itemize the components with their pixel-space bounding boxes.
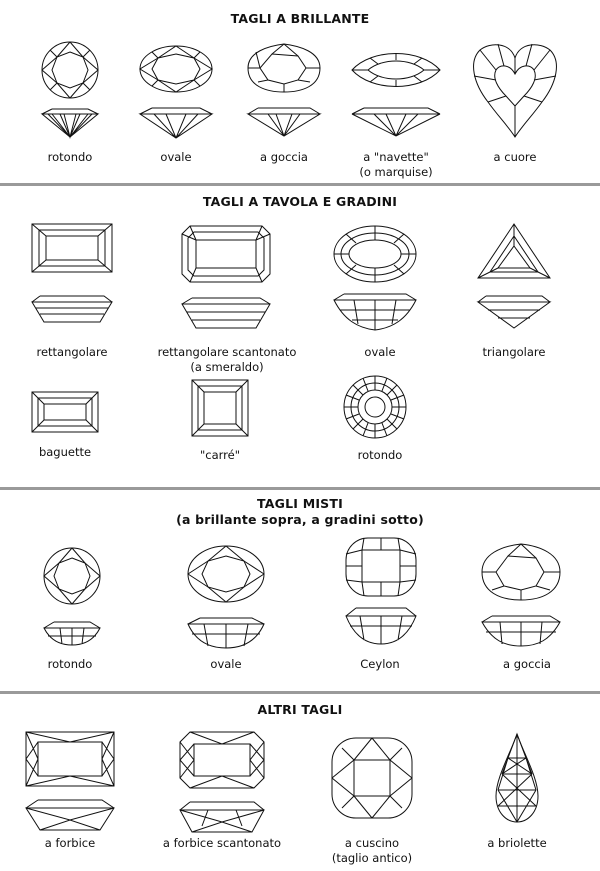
label-taglio-antico: (taglio antico) [331, 851, 413, 865]
label-briolette: a briolette [487, 836, 547, 850]
heart-brilliant-gem [470, 40, 560, 140]
label-marquise: (o marquise) [359, 165, 433, 179]
round-brilliant-gem [38, 40, 102, 140]
label-goccia-brillante: a goccia [260, 150, 308, 164]
round-step-gem [342, 374, 408, 440]
carre-gem [190, 378, 250, 438]
oval-brilliant-gem [138, 44, 214, 140]
triangular-step-gem [476, 222, 552, 334]
label-goccia-misto: a goccia [503, 657, 551, 671]
briolette-gem [494, 732, 540, 824]
marquise-brilliant-gem [350, 44, 442, 138]
emerald-step-gem [180, 224, 272, 334]
label-forbice: a forbice [44, 836, 96, 850]
pear-mixed-gem [480, 542, 562, 650]
baguette-gem [30, 390, 100, 436]
cushion-cut-gem [330, 736, 414, 822]
label-baguette: baguette [38, 445, 92, 459]
section-divider [0, 487, 600, 490]
section-divider [0, 183, 600, 186]
label-rotondo: rotondo [47, 150, 93, 164]
label-ovale-gradini: ovale [364, 345, 396, 359]
label-rotondo-gradini: rotondo [357, 448, 403, 462]
label-rotondo-misto: rotondo [47, 657, 93, 671]
section-title-tavola: TAGLI A TAVOLA E GRADINI [202, 194, 398, 209]
label-smeraldo: (a smeraldo) [190, 360, 264, 374]
section-title-misti: TAGLI MISTI [257, 496, 343, 511]
label-rettangolare: rettangolare [36, 345, 108, 359]
ceylon-mixed-gem [344, 536, 418, 648]
label-ovale-brillante: ovale [160, 150, 192, 164]
section-subtitle-misti: (a brillante sopra, a gradini sotto) [176, 512, 424, 527]
scissor-cut-corner-gem [178, 730, 266, 836]
section-title-altri: ALTRI TAGLI [257, 702, 343, 717]
label-carre: "carré" [199, 448, 241, 462]
label-ovale-misto: ovale [210, 657, 242, 671]
label-ceylon: Ceylon [360, 657, 400, 671]
section-title-brillante: TAGLI A BRILLANTE [230, 11, 370, 26]
scissor-cut-gem [24, 730, 116, 834]
rectangular-step-gem [30, 222, 114, 332]
round-mixed-gem [42, 546, 102, 646]
label-triangolare: triangolare [482, 345, 546, 359]
oval-mixed-gem [186, 544, 266, 652]
label-cuore: a cuore [493, 150, 537, 164]
section-divider [0, 691, 600, 694]
label-navette: a "navette" [363, 150, 429, 164]
label-rettangolare-scantonato: rettangolare scantonato [157, 345, 297, 359]
label-cuscino: a cuscino [344, 836, 400, 850]
pear-brilliant-gem [246, 42, 322, 138]
oval-step-gem [332, 224, 418, 334]
label-forbice-scantonato: a forbice scantonato [162, 836, 282, 850]
